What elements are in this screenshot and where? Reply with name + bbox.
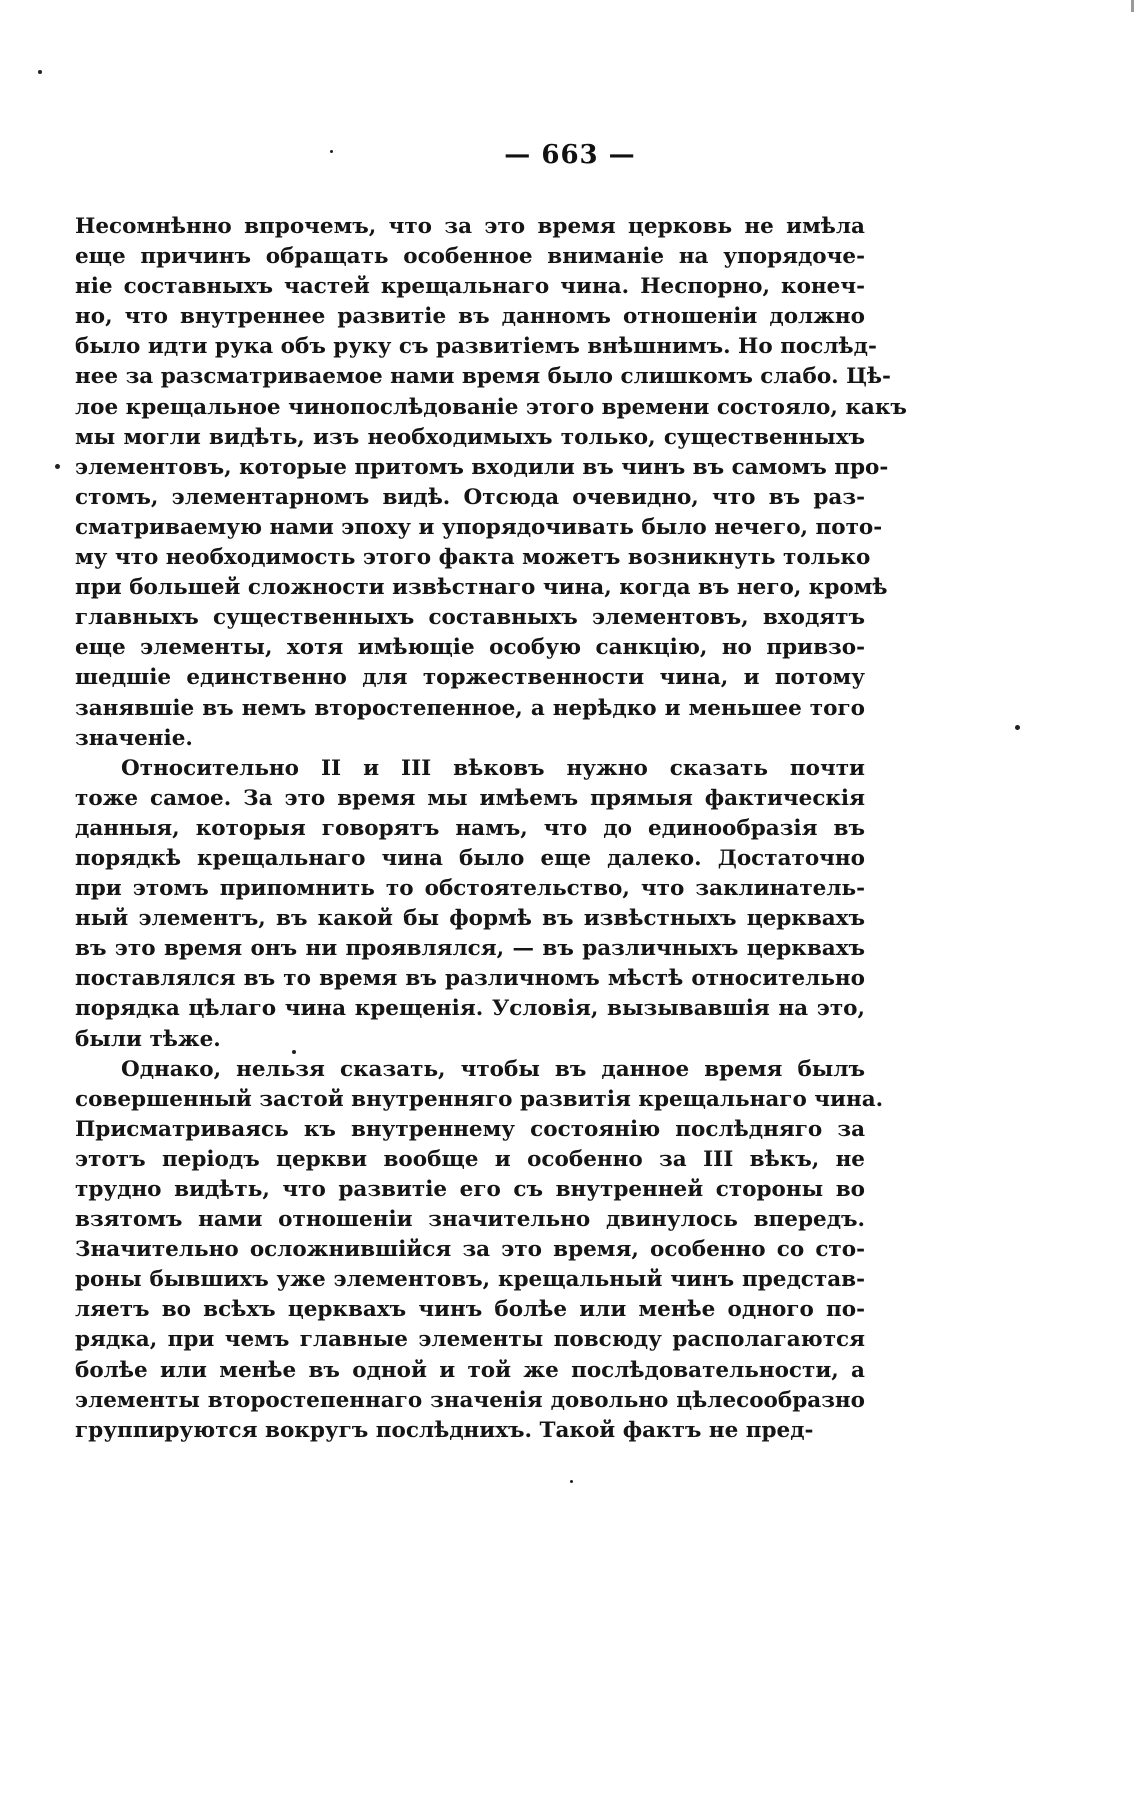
text-line: еще элементы, хотя имѣющіе особую санкцію, но привзо- [75,635,865,661]
text-line: тоже самое. За это время мы имѣемъ прямыя фактическія [75,785,865,811]
body-text [75,212,907,1446]
text-line: элементовъ, которые притомъ входили въ чинъ въ самомъ про- [75,454,889,480]
page-number: — 663 — [504,140,636,170]
page-edge-mark [1131,0,1134,12]
text-line: данныя, которыя говорятъ намъ, что до единообразія въ [75,815,865,841]
text-line: поставлялся въ то время въ различномъ мѣстѣ относительно [75,966,865,992]
text-line: элементы второстепеннаго значенія довольно цѣлесообразно [75,1387,865,1413]
text-line: мы могли видѣть, изъ необходимыхъ только, существенныхъ [75,424,865,450]
text-line: группируются вокругъ послѣднихъ. Такой фактъ не пред- [75,1417,814,1443]
text-line: порядкѣ крещальнаго чина было еще далеко. Достаточно [75,845,865,871]
text-line: стомъ, элементарномъ видѣ. Отсюда очевидно, что въ раз- [75,484,865,510]
text-line: въ это время онъ ни проявлялся, — въ различныхъ церквахъ [75,936,865,962]
text-line: роны бывшихъ уже элементовъ, крещальный чинъ представ- [75,1267,865,1293]
text-line: сматриваемую нами эпоху и упорядочивать было нечего, пото- [75,514,883,540]
text-line: нее за разсматриваемое нами время было слишкомъ слабо. Цѣ- [75,364,891,390]
text-line: ный элементъ, въ какой бы формѣ въ извѣстныхъ церквахъ [75,906,865,932]
text-line: шедшіе единственно для торжественности чина, и потому [75,665,865,691]
text-line: занявшіе въ немъ второстепенное, а нерѣдко и меньшее того [75,695,865,721]
text-line: этотъ періодъ церкви вообще и особенно за III вѣкъ, не [75,1146,865,1172]
scan-speck [570,1480,573,1483]
text-line: порядка цѣлаго чина крещенія. Условія, вызывавшія на это, [75,996,865,1022]
text-line: Значительно осложнившійся за это время, особенно со сто- [75,1237,865,1263]
text-line: совершенный застой внутренняго развитія крещальнаго чина. [75,1086,884,1112]
paragraph-p1 [75,212,907,754]
text-line: было идти рука объ руку съ развитіемъ внѣшнимъ. Но послѣд- [75,334,877,360]
text-line: му что необходимость этого факта можетъ возникнуть только [75,545,871,571]
text-line: Относительно II и III вѣковъ нужно сказать почти [121,755,865,781]
text-line: ляетъ во всѣхъ церквахъ чинъ болѣе или менѣе одного по- [75,1297,865,1323]
text-line: взятомъ нами отношеніи значительно двинулось впередъ. [75,1207,865,1233]
text-line: Несомнѣнно впрочемъ, что за это время церковь не имѣла [75,214,865,239]
scan-speck [330,150,333,153]
text-line: Присматриваясь къ внутреннему состоянію послѣдняго за [75,1116,865,1142]
text-line: болѣе или менѣе въ одной и той же послѣдовательности, а [75,1357,865,1383]
scan-speck [38,70,42,74]
text-line: значеніе. [75,725,193,751]
text-line: при большей сложности извѣстнаго чина, когда въ него, кромѣ [75,575,888,601]
scan-speck [292,1050,296,1054]
text-line: ніе составныхъ частей крещальнаго чина. Неспорно, конеч- [75,274,865,300]
text-line: при этомъ припомнить то обстоятельство, что заклинатель- [75,876,865,902]
text-line: трудно видѣть, что развитіе его съ внутренней стороны во [75,1177,865,1202]
text-line: рядка, при чемъ главные элементы повсюду располагаются [75,1327,865,1353]
text-line: были тѣже. [75,1026,221,1052]
text-line: Однако, нельзя сказать, чтобы въ данное время былъ [121,1056,865,1082]
text-line: лое крещальное чинопослѣдованіе этого времени состояло, какъ [75,394,907,420]
text-line: главныхъ существенныхъ составныхъ элементовъ, входятъ [75,605,865,631]
scan-speck [55,464,60,469]
text-line: еще причинъ обращать особенное вниманіе на упорядоче- [75,244,865,270]
paragraph-p3 [75,1055,884,1446]
scan-speck [1015,725,1020,730]
paragraph-p2 [75,754,865,1055]
text-line: но, что внутреннее развитіе въ данномъ отношеніи должно [75,304,865,330]
